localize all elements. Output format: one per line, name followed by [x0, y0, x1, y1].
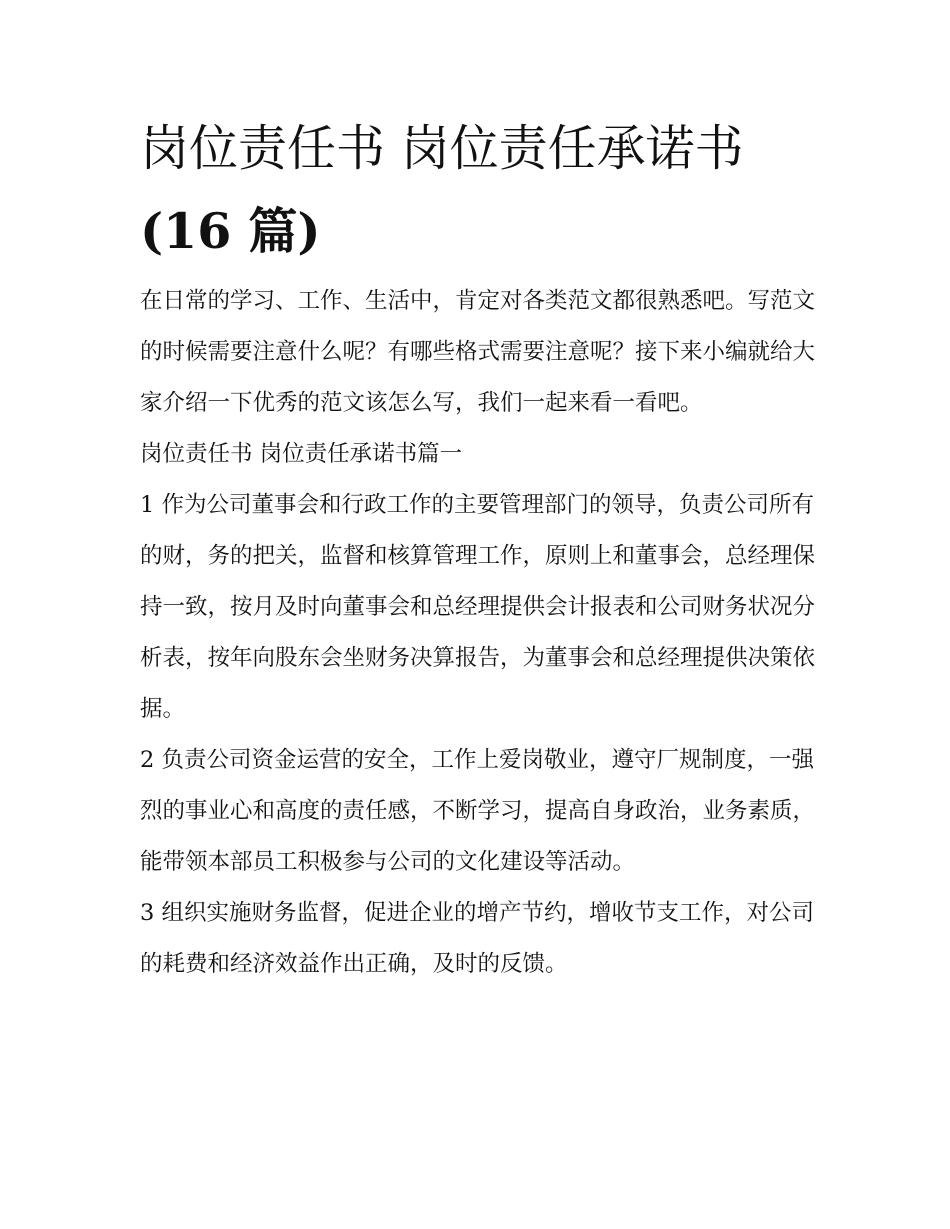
item-paragraph-2: 2 负责公司资金运营的安全，工作上爱岗敬业，遵守厂规制度，一强烈的事业心和高度的责任感，不断学习，提高自身政治，业务素质，能带领本部员工积极参与公司的文化建设等活动。: [140, 747, 816, 875]
document-title: [140, 108, 820, 272]
title-line-2: (16 篇): [140, 202, 321, 260]
section-heading: 岗位责任书 岗位责任承诺书篇一: [140, 441, 463, 467]
document-body: [140, 276, 820, 990]
intro-paragraph: 在日常的学习、工作、生活中，肯定对各类范文都很熟悉吧。写范文的时候需要注意什么呢？有哪些格式需要注意呢？接下来小编就给大家介绍一下优秀的范文该怎么写，我们一起来看一看吧。: [140, 288, 816, 416]
item-paragraph-3: 3 组织实施财务监督，促进企业的增产节约，增收节支工作，对公司的耗费和经济效益作出正确，及时的反馈。: [140, 900, 814, 977]
title-line-1: 岗位责任书 岗位责任承诺书: [140, 120, 744, 177]
item-paragraph-1: 1 作为公司董事会和行政工作的主要管理部门的领导，负责公司所有的财，务的把关，监督和核算管理工作，原则上和董事会，总经理保持一致，按月及时向董事会和总经理提供会计报表和公司财务状况分析表，按年向股东会坐财务决算报告，为董事会和总经理提供决策依据。: [140, 492, 816, 722]
